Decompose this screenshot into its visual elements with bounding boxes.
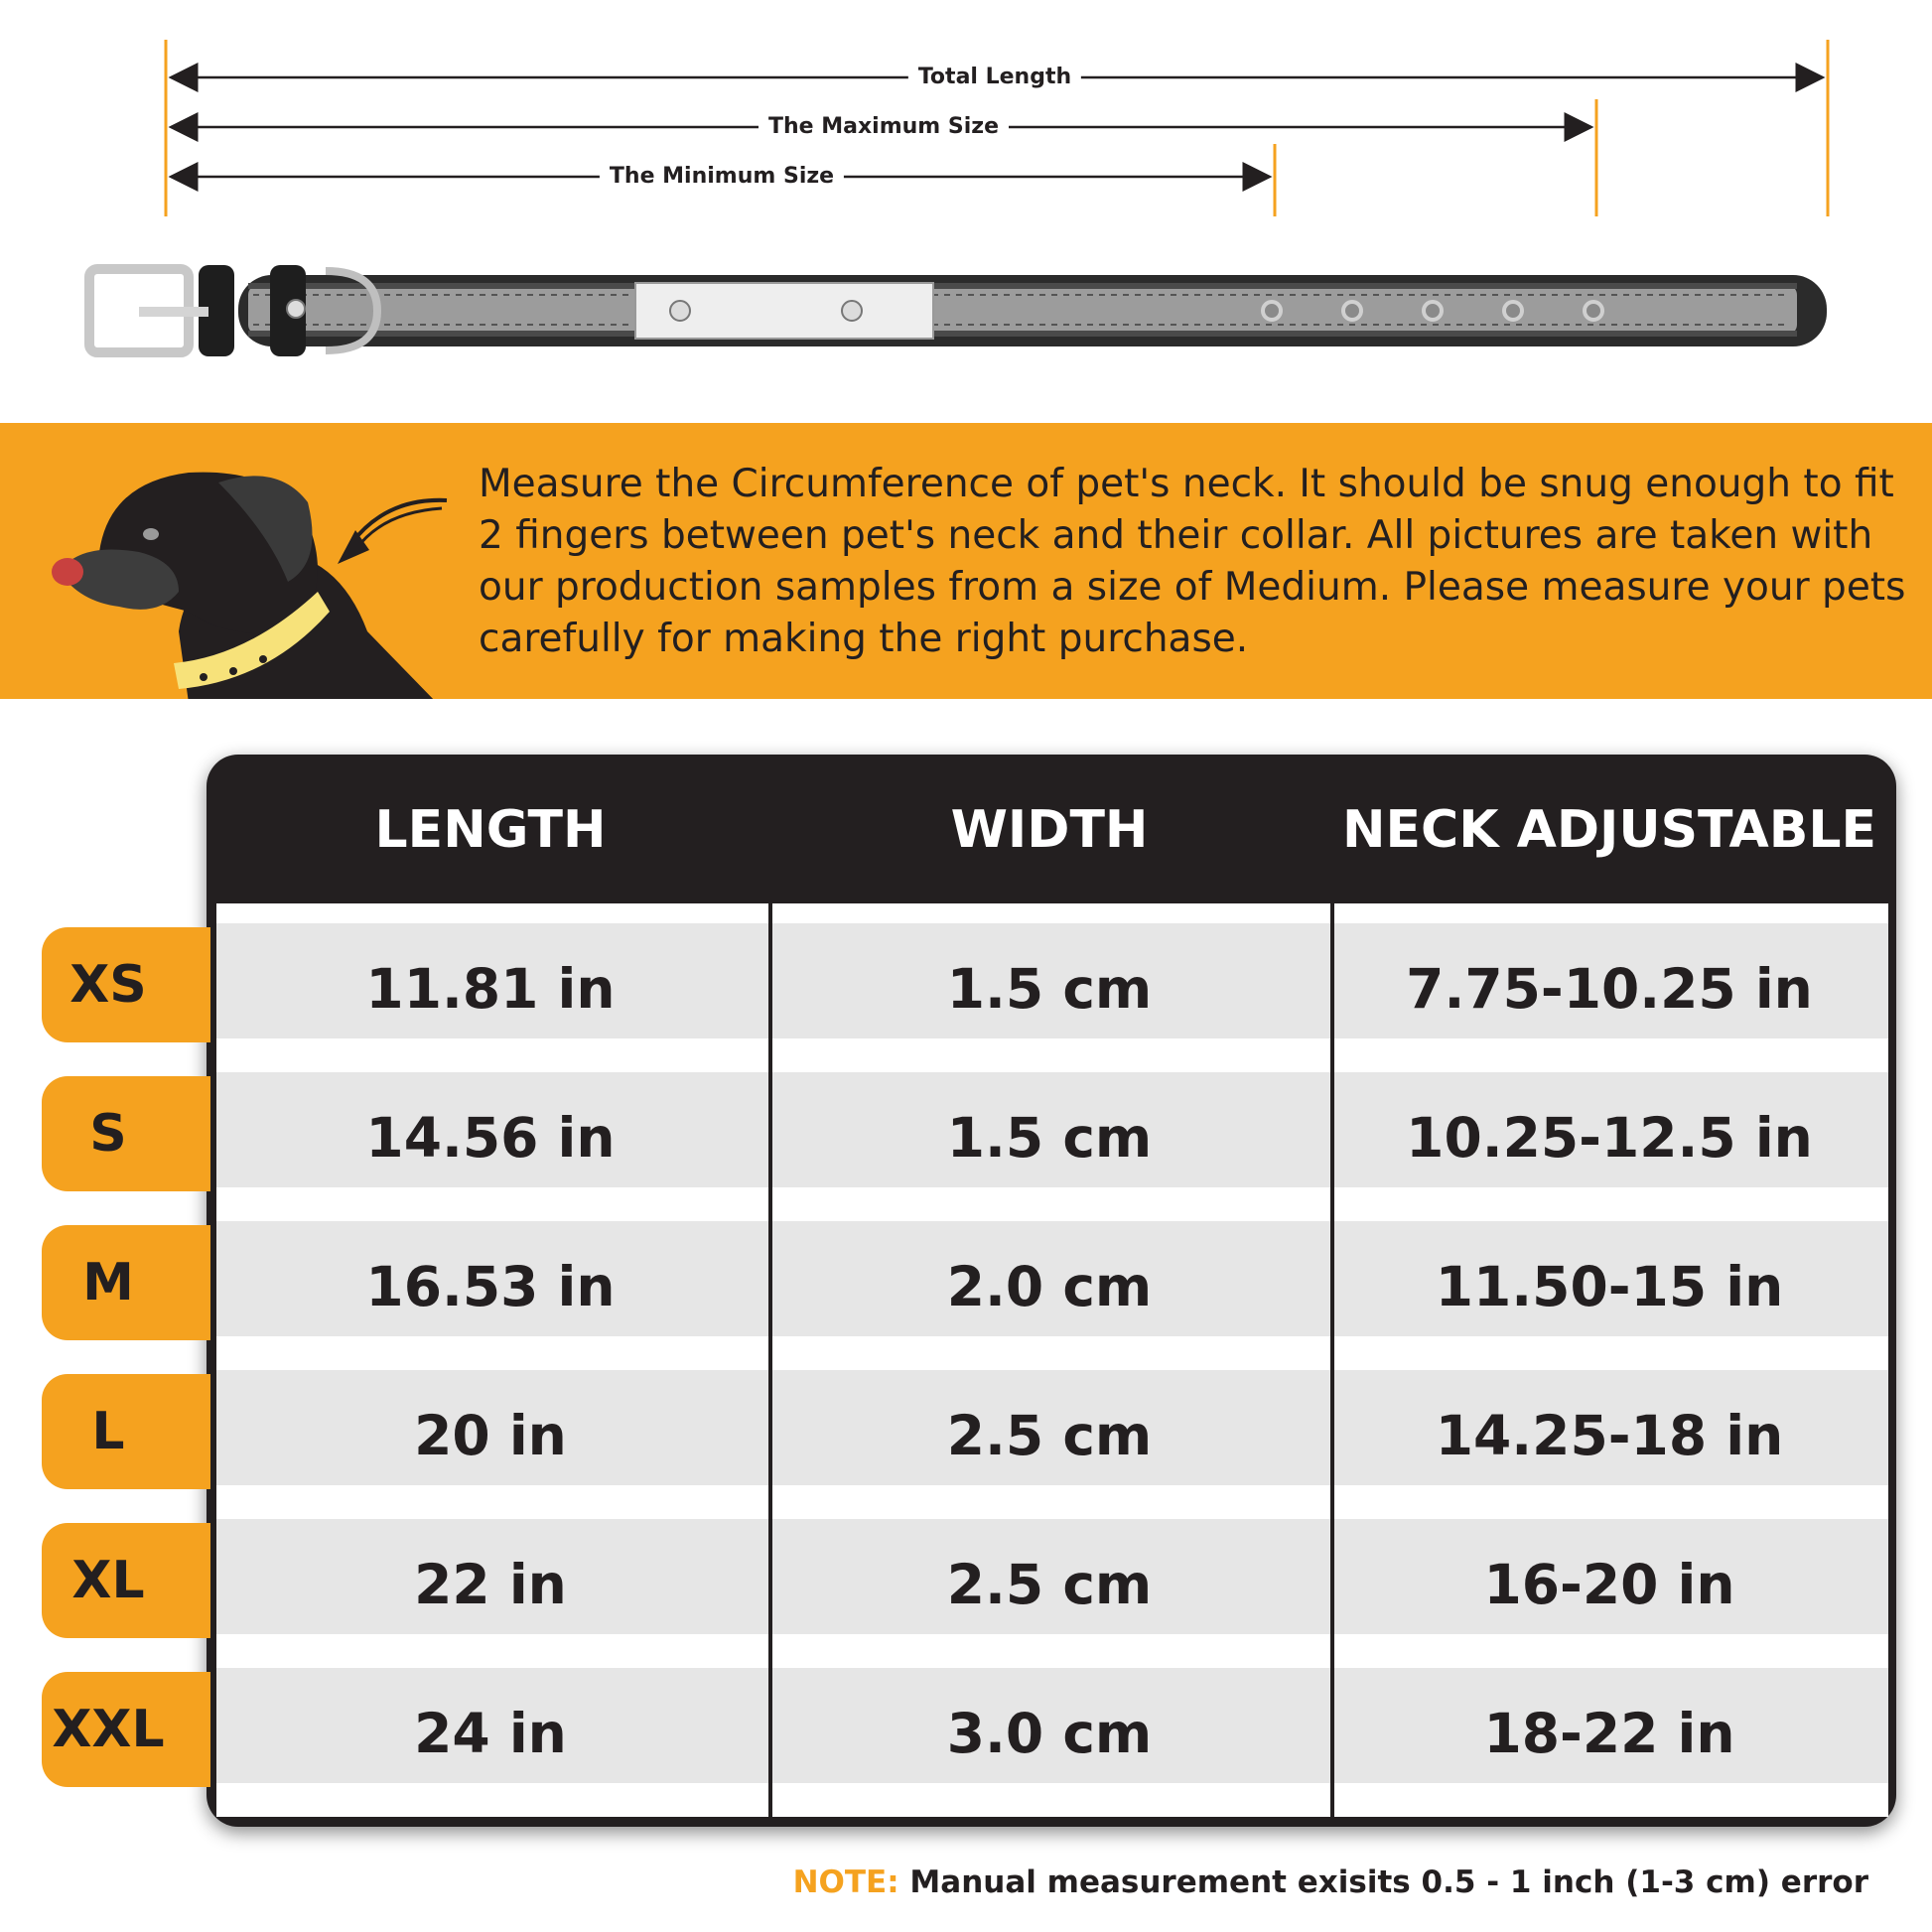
- length-xl: 22 in: [414, 1553, 567, 1616]
- length-xxl: 24 in: [414, 1702, 567, 1765]
- width-xl: 2.5 cm: [946, 1553, 1153, 1616]
- width-xs: 1.5 cm: [946, 957, 1153, 1021]
- width-xxl: 3.0 cm: [946, 1702, 1153, 1765]
- column-divider-1: [768, 903, 772, 1817]
- instruction-banner: [0, 423, 1932, 699]
- header-width: WIDTH: [950, 800, 1149, 860]
- collar-illustration: [79, 253, 1847, 372]
- neck-s: 10.25-12.5 in: [1406, 1106, 1813, 1170]
- maximum-size-label: The Maximum Size: [759, 109, 1009, 145]
- neck-xxl: 18-22 in: [1483, 1702, 1735, 1765]
- total-length-label: Total Length: [908, 60, 1081, 95]
- minimum-size-label: The Minimum Size: [600, 159, 844, 195]
- dog-illustration-icon: [40, 443, 467, 699]
- length-m: 16.53 in: [365, 1255, 616, 1318]
- note-label: NOTE:: [792, 1864, 899, 1900]
- width-s: 1.5 cm: [946, 1106, 1153, 1170]
- column-divider-2: [1330, 903, 1334, 1817]
- width-l: 2.5 cm: [946, 1404, 1153, 1467]
- length-l: 20 in: [414, 1404, 567, 1467]
- size-label-xs: XS: [42, 927, 210, 1042]
- size-label-s: S: [42, 1076, 210, 1191]
- size-label-xl: XL: [42, 1523, 210, 1638]
- neck-xs: 7.75-10.25 in: [1406, 957, 1813, 1021]
- length-s: 14.56 in: [365, 1106, 616, 1170]
- neck-xl: 16-20 in: [1483, 1553, 1735, 1616]
- size-label-l: L: [42, 1374, 210, 1489]
- neck-l: 14.25-18 in: [1435, 1404, 1784, 1467]
- header-length: LENGTH: [374, 800, 607, 860]
- neck-m: 11.50-15 in: [1435, 1255, 1784, 1318]
- width-m: 2.0 cm: [946, 1255, 1153, 1318]
- length-xs: 11.81 in: [365, 957, 616, 1021]
- header-neck-adjustable: NECK ADJUSTABLE: [1341, 800, 1877, 860]
- note-text: Manual measurement exisits 0.5 - 1 inch (1-3 cm) error: [909, 1864, 1868, 1900]
- measurement-note: [793, 1864, 1868, 1900]
- size-label-xxl: XXL: [42, 1672, 210, 1787]
- size-label-m: M: [42, 1225, 210, 1340]
- measuring-instructions: Measure the Circumference of pet's neck. It should be snug enough to fit 2 fingers between pet's neck and their collar. All pictures are taken with our production samples from a size of Medium. Please measure your pets carefully for making the right purchase.: [479, 462, 1906, 661]
